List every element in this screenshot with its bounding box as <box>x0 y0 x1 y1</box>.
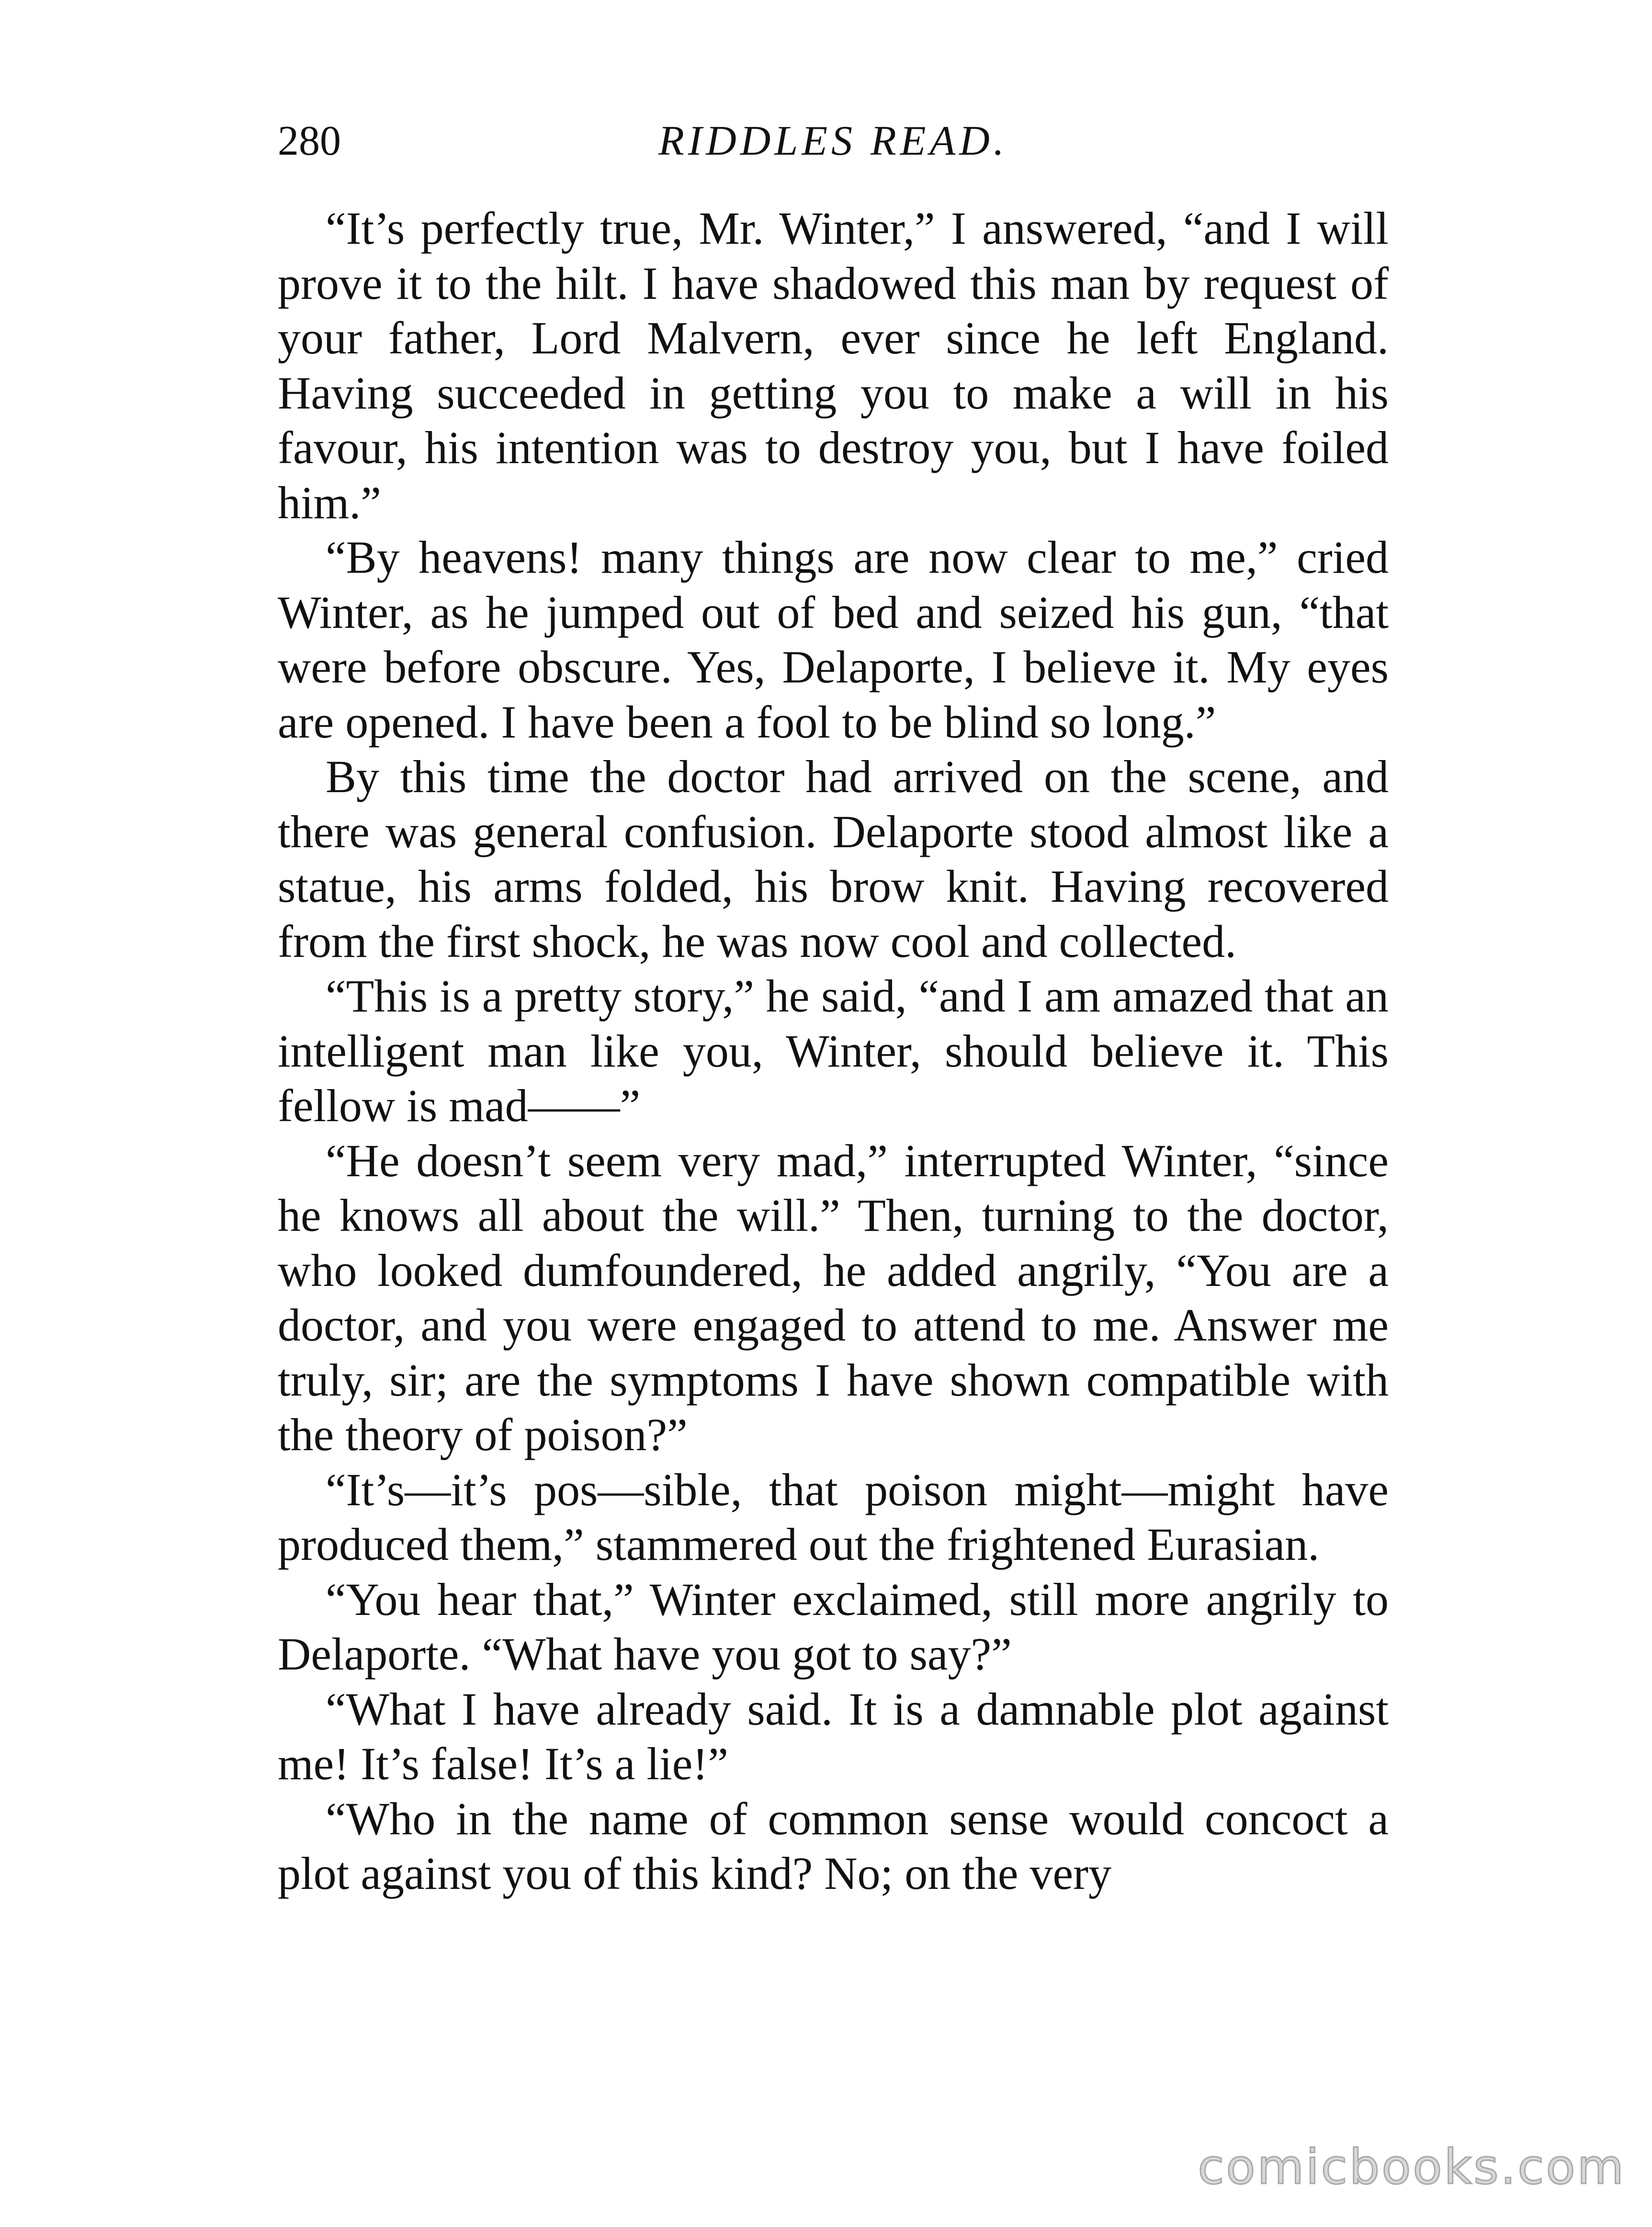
body-text <box>278 201 1389 1901</box>
watermark: comicbooks.com <box>1198 2139 1626 2195</box>
paragraph: “He doesn’t seem very mad,” interrupted Winter, “since he knows all about the will.” Then, turning to the doctor, who looked dumfoundered, he added angrily, “You are a doctor, and you were engaged to attend to me. Answer me truly, sir; are the symptoms I have shown compatible with the theory of poison?” <box>278 1135 1389 1460</box>
paragraph: “It’s perfectly true, Mr. Winter,” I answered, “and I will prove it to the hilt. I have shadowed this man by request of your father, Lord Malvern, ever since he left England. Having succeeded in getting you to make a will in his favour, his intention was to destroy you, but I have foiled him.” <box>278 203 1389 528</box>
paragraph: “What I have already said. It is a damnable plot against me! It’s false! It’s a lie!” <box>278 1683 1389 1789</box>
page-number: 280 <box>278 118 341 164</box>
running-title: RIDDLES READ. <box>658 118 1008 164</box>
paragraph: “It’s—it’s pos—sible, that poison might—might have produced them,” stammered out the frightened Eurasian. <box>278 1464 1389 1570</box>
paragraph: By this time the doctor had arrived on the scene, and there was general confusion. Delaporte stood almost like a statue, his arms folded, his brow knit. Having recovered from the first shock, he was now cool and collected. <box>278 751 1389 967</box>
paragraph: “Who in the name of common sense would concoct a plot against you of this kind? No; on the very <box>278 1793 1389 1899</box>
paragraph: “This is a pretty story,” he said, “and I am amazed that an intelligent man like you, Winter, should believe it. This fellow is mad——” <box>278 970 1389 1131</box>
page-header <box>278 115 1389 168</box>
paragraph: “By heavens! many things are now clear to me,” cried Winter, as he jumped out of bed and seized his gun, “that were before obscure. Yes, Delaporte, I believe it. My eyes are opened. I have been a fool to be blind so long.” <box>278 532 1389 748</box>
paragraph: “You hear that,” Winter exclaimed, still more angrily to Delaporte. “What have you got to say?” <box>278 1573 1389 1680</box>
